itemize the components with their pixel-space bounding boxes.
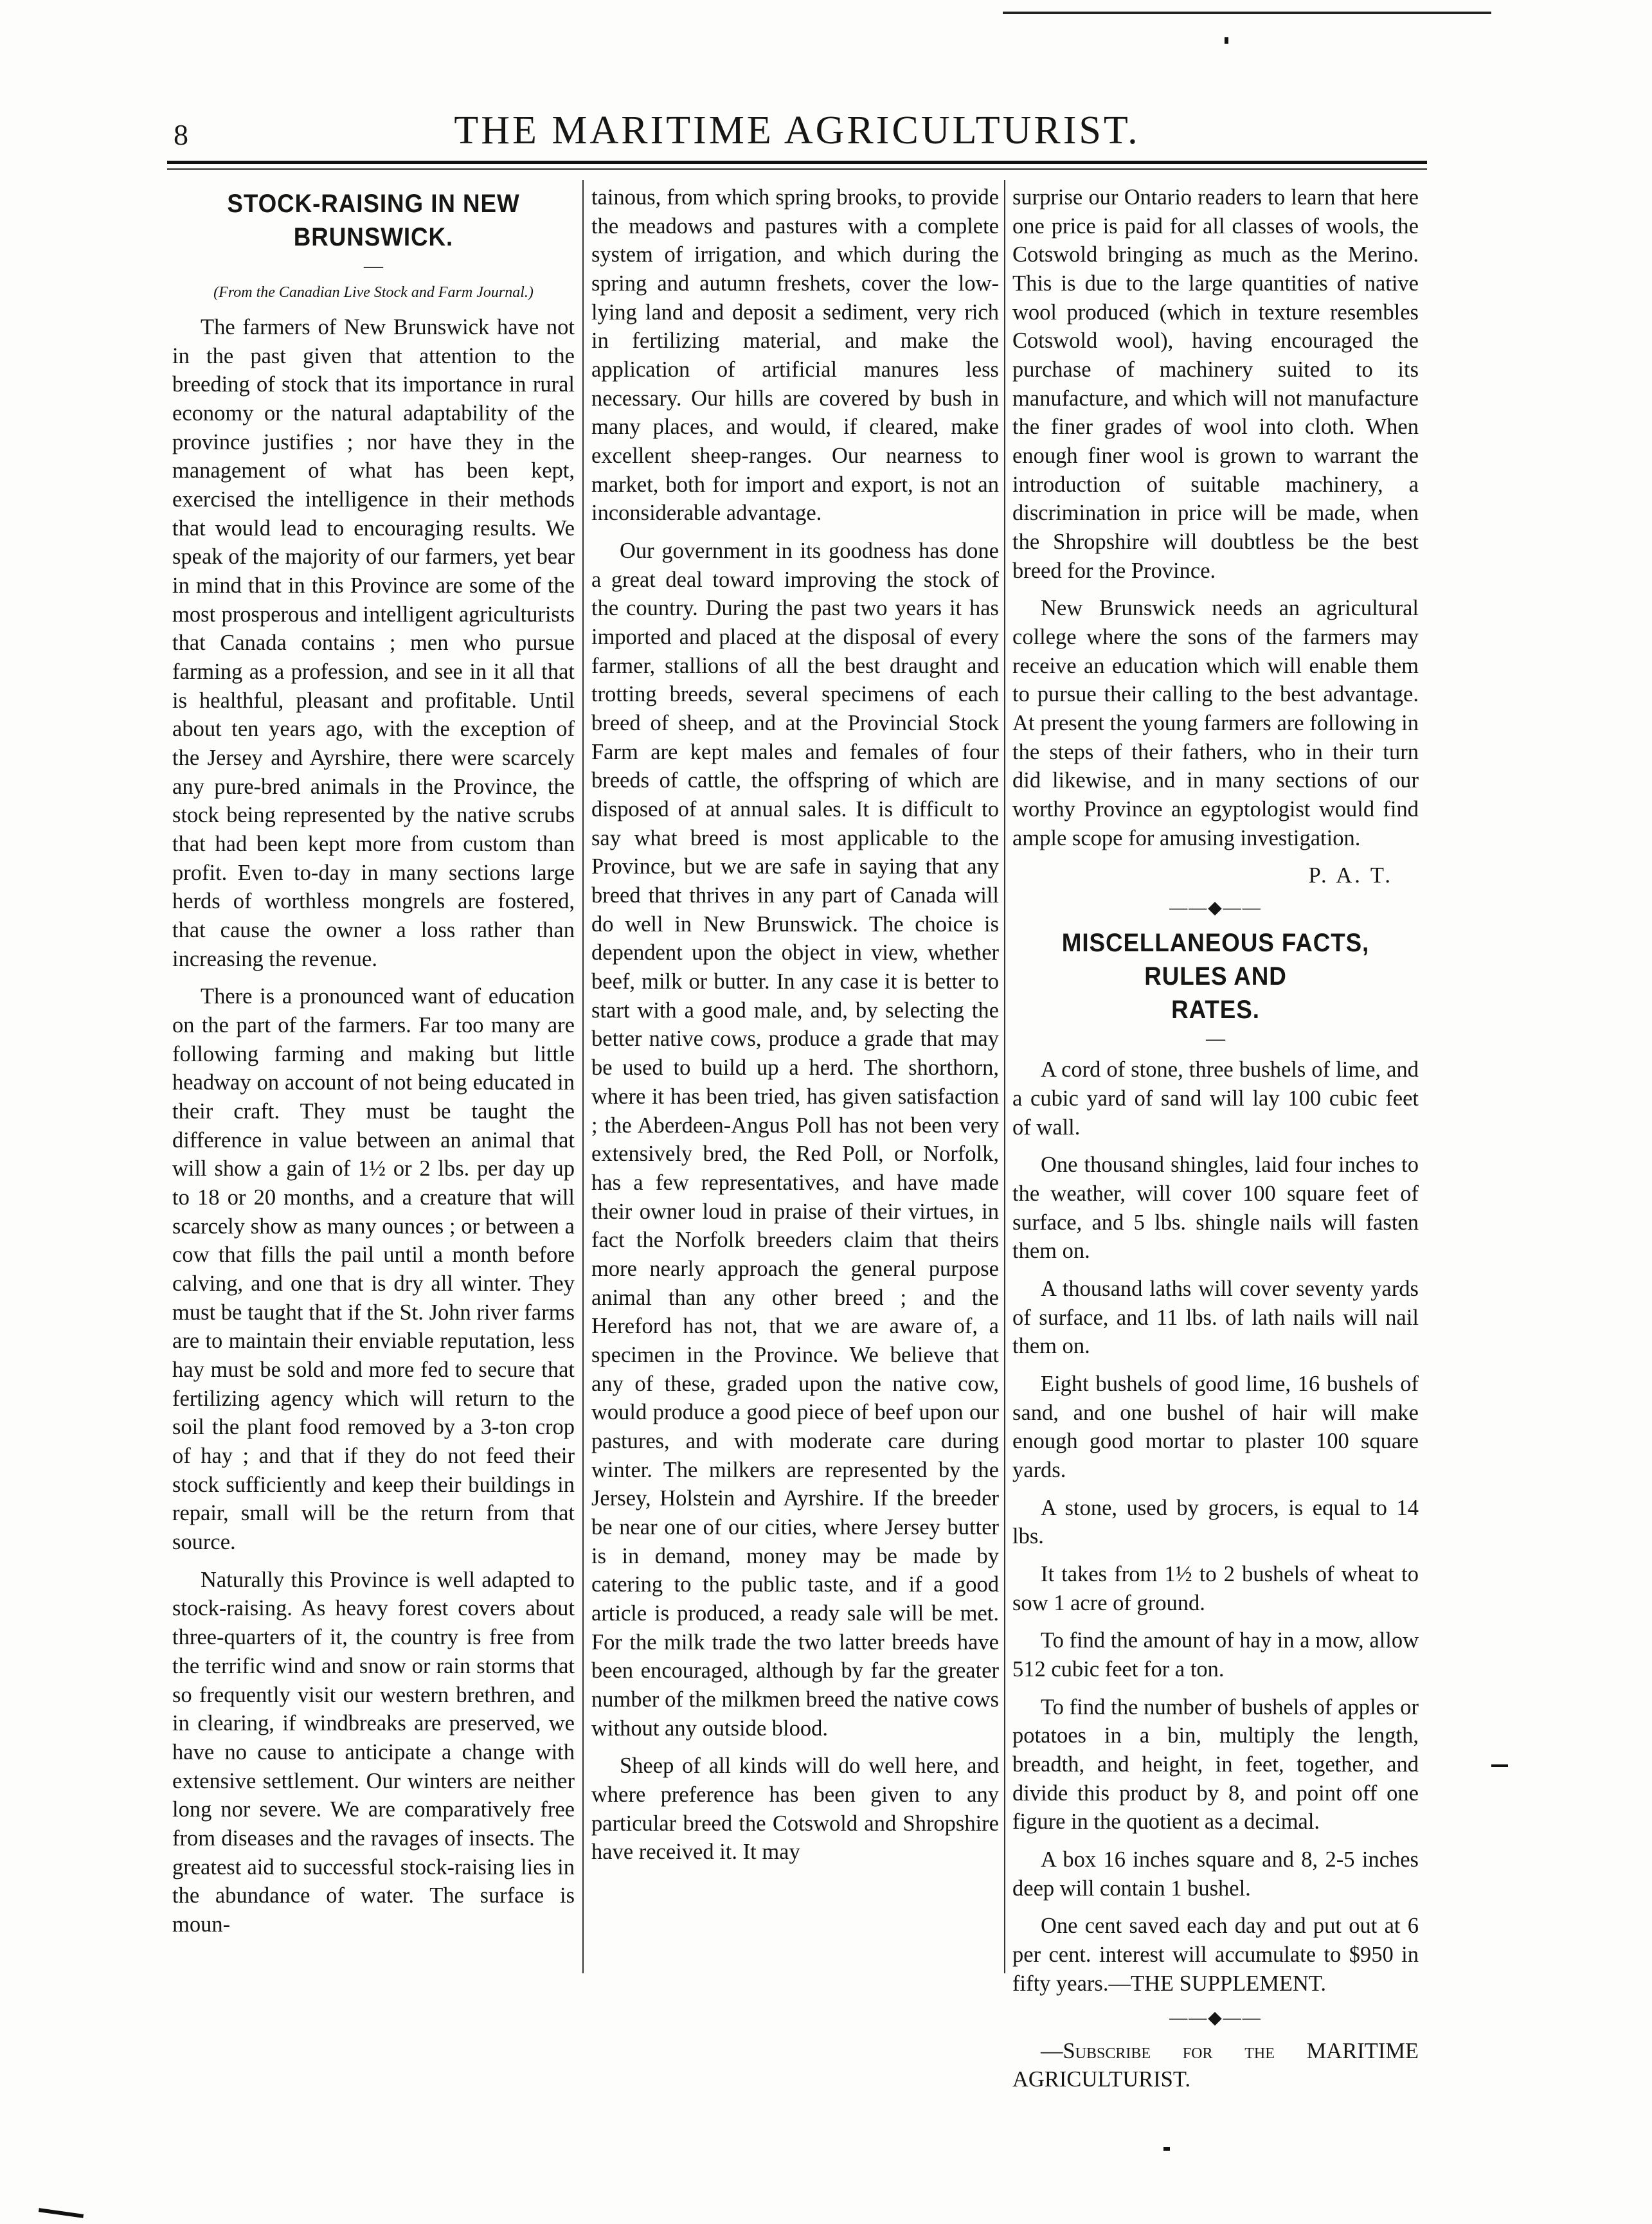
scan-speck xyxy=(1163,2147,1170,2151)
top-edge-mark xyxy=(1003,12,1491,14)
paragraph: Naturally this Province is well adapted to stock-raising. As heavy forest covers about three-quarters of it, the country is free from the terrific wind and snow or rain storms that so frequently visit our western brethren, and in clearing, if windbreaks are preserved, we have no cause to anticipate a change with extensive settlement. Our winters are neither long nor severe. We are comparatively free from diseases and the ravages of insects. The greatest aid to successful stock-raising lies in the abundance of water. The surface is moun- xyxy=(172,1567,575,1937)
paragraph: To find the number of bushels of apples or potatoes in a bin, multiply the length, breadth, and height, in feet, together, and divide this product by 8, and point off one figure in the quotient as a decimal. xyxy=(1012,1694,1419,1834)
paragraph: Our government in its goodness has done a great deal toward improving the stock of the country. During the past two years it has imported and placed at the disposal of every farmer, stallions of all the best draught and trotting breeds, several specimens of each breed of sheep, and at the Provincial Stock Farm are kept males and females of four breeds of cattle, the offspring of which are disposed of at annual sales. It is difficult to say what breed is most applicable to the Province, but we are safe in saying that any breed that thrives in any part of Canada will do well in New Brunswick. The choice is dependent upon the object in view, whether beef, milk or butter. In any case it is better to start with a good male, and, by selecting the better native cows, produce a grade that may be used to build up a herd. The shorthorn, where it has been tried, has given satisfaction ; the Aberdeen-Angus Poll has not been very extensively bred, the Red Poll, or Norfolk, has a few representatives, and have made their owner loud in praise of their virtues, in fact the Norfolk breeders claim that theirs more nearly approach the general purpose animal than any other breed ; and the Hereford has not, that we are aware of, a specimen in the Province. We believe that any of these, graded upon the native cow, would produce a good piece of beef upon our pastures, and with moderate care during winter. The milkers are represented by the Jersey, Holstein and Ayrshire. If the breeder be near one of our cities, where Jersey butter is in demand, money may be made by catering to the public taste, and if a good article is produced, a ready sale will be met. For the milk trade the two latter breeds have been encouraged, although by far the greater number of the milkmen breed the native cows without any outside blood. xyxy=(591,539,999,1741)
paragraph: To find the amount of hay in a mow, allow 512 cubic feet for a ton. xyxy=(1012,1628,1419,1681)
article-source: (From the Canadian Live Stock and Farm Journal.) xyxy=(213,283,534,301)
paragraph: Sheep of all kinds will do well here, and where preference has been given to any particular breed the Cotswold and Shropshire have received it. It may xyxy=(591,1753,999,1865)
column-2 xyxy=(591,183,999,1876)
separator: ——◆—— xyxy=(1169,898,1262,919)
article-title-line: MISCELLANEOUS FACTS, RULES AND xyxy=(1061,929,1370,991)
paragraph: One cent saved each day and put out at 6 per cent. interest will accumulate to $950 in fifty years.—THE SUPPLEMENT. xyxy=(1012,1914,1419,1996)
paragraph: There is a pronounced want of education on the part of the farmers. Far too many are following farming and making but little headway on account of not being educated in their craft. They must be taught the difference in value between an animal that will show a gain of 1½ or 2 lbs. per day up to 18 or 20 months, and a creature that will scarcely show as many ounces ; or between a cow that fills the pail until a month before calving, and one that is dry all winter. They must be taught that if the St. John river farms are to maintain their enviable reputation, less hay must be sold and more fed to secure that fertilizing agency which will return to the soil the plant food removed by a 3-ton crop of hay ; and that if they do not feed their stock sufficiently and keep their buildings in repair, small will be the return from that source. xyxy=(172,984,575,1555)
masthead: THE MARITIME AGRICULTURIST. xyxy=(454,109,1140,152)
article-title-line: RATES. xyxy=(1171,996,1260,1025)
column-divider xyxy=(1004,180,1005,1973)
page-number: 8 xyxy=(174,118,188,151)
column-3 xyxy=(1012,183,1419,2103)
paragraph: New Brunswick needs an agricultural college where the sons of the farmers may receive an education which will enable them to pursue their calling to the best advantage. At present the young farmers are following in the steps of their fathers, who in their turn did likewise, and in many sections of our worthy Province an egyptologist would find ample scope for amusing investigation. xyxy=(1012,596,1419,850)
title-dash: — xyxy=(1206,1028,1225,1050)
paragraph: tainous, from which spring brooks, to provide the meadows and pastures with a complete system of irrigation, and which during the spring and autumn freshets, cover the low-lying land and deposit a sediment, very rich in fertilizing material, and make the application of artificial manures less necessary. Our hills are covered by bush in many places, and would, if cleared, make excellent sheep-ranges. Our nearness to market, both for import and export, is not an inconsiderable advantage. xyxy=(591,185,999,526)
paragraph: It takes from 1½ to 2 bushels of wheat to sow 1 acre of ground. xyxy=(1012,1561,1419,1615)
paragraph: Eight bushels of good lime, 16 bushels of sand, and one bushel of hair will make enough good mortar to plaster 100 square yards. xyxy=(1012,1371,1419,1482)
paragraph: surprise our Ontario readers to learn that here one price is paid for all classes of wools, the Cotswold bringing as much as the Merino. This is due to the large quantities of native wool produced (which in texture resembles Cotswold wool), having encouraged the purchase of machinery suited to its manufacture, and which will not manufacture the finer grades of wool into cloth. When enough finer wool is grown to warrant the introduction of suitable machinery, a discrimination in price will be made, when the Shropshire will doubtless be the best breed for the Province. xyxy=(1012,185,1419,583)
paragraph: A thousand laths will cover seventy yards of surface, and 11 lbs. of lath nails will nail them on. xyxy=(1012,1276,1419,1359)
paragraph: One thousand shingles, laid four inches to the weather, will cover 100 square feet of surface, and 5 lbs. shingle nails will fasten them on. xyxy=(1012,1152,1419,1264)
scan-speck xyxy=(39,2208,84,2218)
paragraph: A cord of stone, three bushels of lime, and a cubic yard of sand will lay 100 cubic feet of wall. xyxy=(1012,1057,1419,1140)
title-dash: — xyxy=(364,255,383,276)
paragraph: A box 16 inches square and 8, 2-5 inches deep will contain 1 bushel. xyxy=(1012,1847,1419,1901)
masthead-rule xyxy=(167,161,1427,164)
scan-speck xyxy=(1491,1764,1508,1767)
separator: ——◆—— xyxy=(1169,2008,1262,2029)
masthead-rule-thin xyxy=(167,168,1427,170)
subscribe-note: —Subscribe for the MARITIME AGRICULTURIST. xyxy=(1012,2038,1419,2092)
paragraph: A stone, used by grocers, is equal to 14 lbs. xyxy=(1012,1495,1419,1549)
paragraph: The farmers of New Brunswick have not in the past given that attention to the breeding of stock that its importance in rural economy or the natural adaptability of the province justifies ; nor have they in the management of what has been kept, exercised the intelligence in their methods that would lead to encouraging results. We speak of the majority of our farmers, yet bear in mind that in this Province are some of the most prosperous and intelligent agriculturists that Canada contains ; men who pursue farming as a profession, and see in it all that is healthful, pleasant and profitable. Until about ten years ago, with the exception of the Jersey and Ayrshire, there were scarcely any pure-bred animals in the Province, the stock being represented by the native scrubs that had been kept more from custom than profit. Even to-day in many sections large herds of worthless mongrels are fostered, that cause the owner a loss rather than increasing the revenue. xyxy=(172,314,575,971)
column-divider xyxy=(582,180,584,1973)
article-title: STOCK-RAISING IN NEW BRUNSWICK. xyxy=(227,190,520,251)
article-title xyxy=(1028,926,1402,1027)
scan-speck xyxy=(1225,37,1228,44)
column-1 xyxy=(172,183,575,1948)
article-signature: P. A. T. xyxy=(1308,863,1393,888)
